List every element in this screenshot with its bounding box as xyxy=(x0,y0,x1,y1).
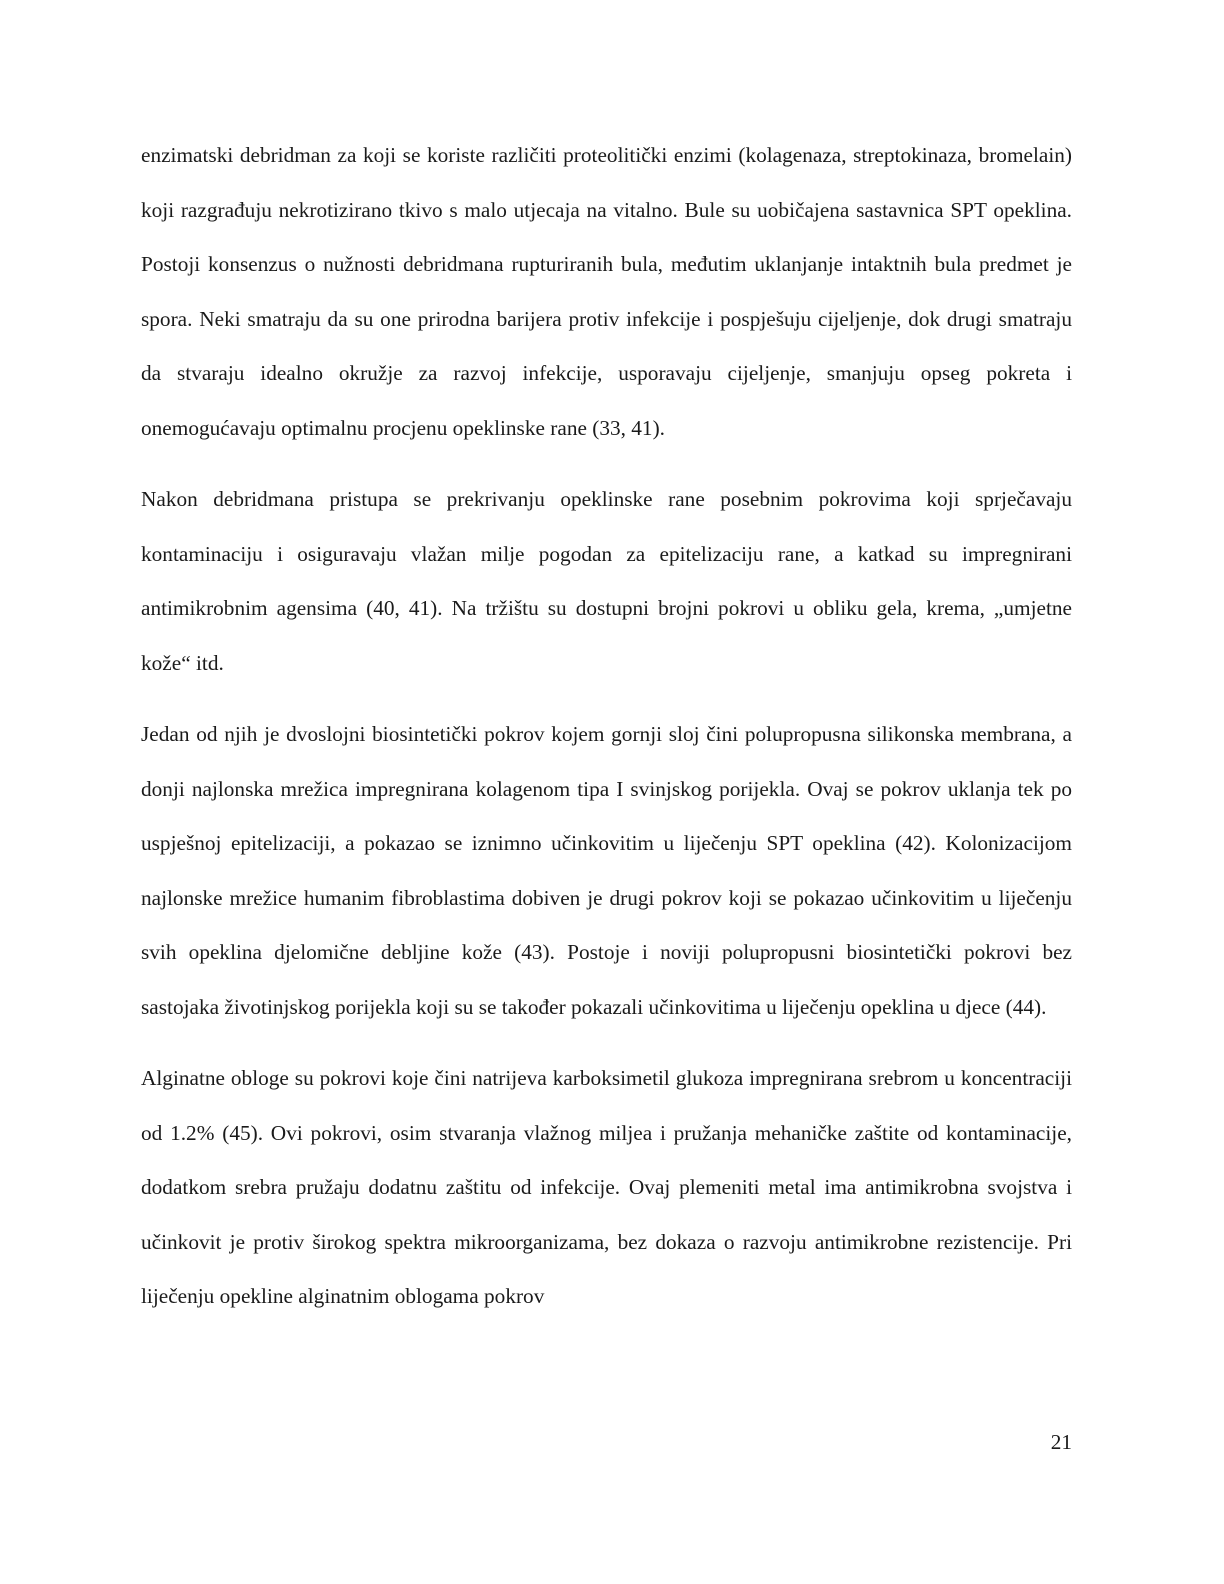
paragraph-alginate-dressings: Alginatne obloge su pokrovi koje čini natrijeva karboksimetil glukoza impregnirana srebrom u koncentraciji od 1.2% (45). Ovi pokrovi, osim stvaranja vlažnog miljea i pružanja mehaničke zaštite od kontaminacije, dodatkom srebra pružaju dodatnu zaštitu od infekcije. Ovaj plemeniti metal ima antimikrobna svojstva i učinkovit je protiv širokog spektra mikroorganizama, bez dokaza o razvoju antimikrobne rezistencije. Pri liječenju opekline alginatnim oblogama pokrov xyxy=(141,1066,1072,1308)
page-number: 21 xyxy=(1050,1430,1072,1454)
paragraph-biosynthetic-dressing: Jedan od njih je dvoslojni biosintetički pokrov kojem gornji sloj čini polupropusna silikonska membrana, a donji najlonska mrežica impregnirana kolagenom tipa I svinjskog porijekla. Ovaj se pokrov uklanja tek po uspješnoj epitelizaciji, a pokazao se iznimno učinkovitim u liječenju SPT opeklina (42). Kolonizacijom najlonske mrežice humanim fibroblastima dobiven je drugi pokrov koji se pokazao učinkovitim u liječenju svih opeklina djelomične debljine kože (43). Postoje i noviji polupropusni biosintetički pokrovi bez sastojaka životinjskog porijekla koji su se također pokazali učinkovitima u liječenju opeklina u djece (44). xyxy=(141,722,1072,1019)
body-text xyxy=(141,128,1072,1341)
paragraph-wound-dressings: Nakon debridmana pristupa se prekrivanju opeklinske rane posebnim pokrovima koji sprječavaju kontaminaciju i osiguravaju vlažan milje pogodan za epitelizaciju rane, a katkad su impregnirani antimikrobnim agensima (40, 41). Na tržištu su dostupni brojni pokrovi u obliku gela, krema, „umjetne kože“ itd. xyxy=(141,487,1072,675)
paragraph-enzymatic-debridement: enzimatski debridman za koji se koriste različiti proteolitički enzimi (kolagenaza, streptokinaza, bromelain) koji razgrađuju nekrotizirano tkivo s malo utjecaja na vitalno. Bule su uobičajena sastavnica SPT opeklina. Postoji konsenzus o nužnosti debridmana rupturiranih bula, međutim uklanjanje intaktnih bula predmet je spora. Neki smatraju da su one prirodna barijera protiv infekcije i pospješuju cijeljenje, dok drugi smatraju da stvaraju idealno okružje za razvoj infekcije, usporavaju cijeljenje, smanjuju opseg pokreta i onemogućavaju optimalnu procjenu opeklinske rane (33, 41). xyxy=(141,143,1072,440)
